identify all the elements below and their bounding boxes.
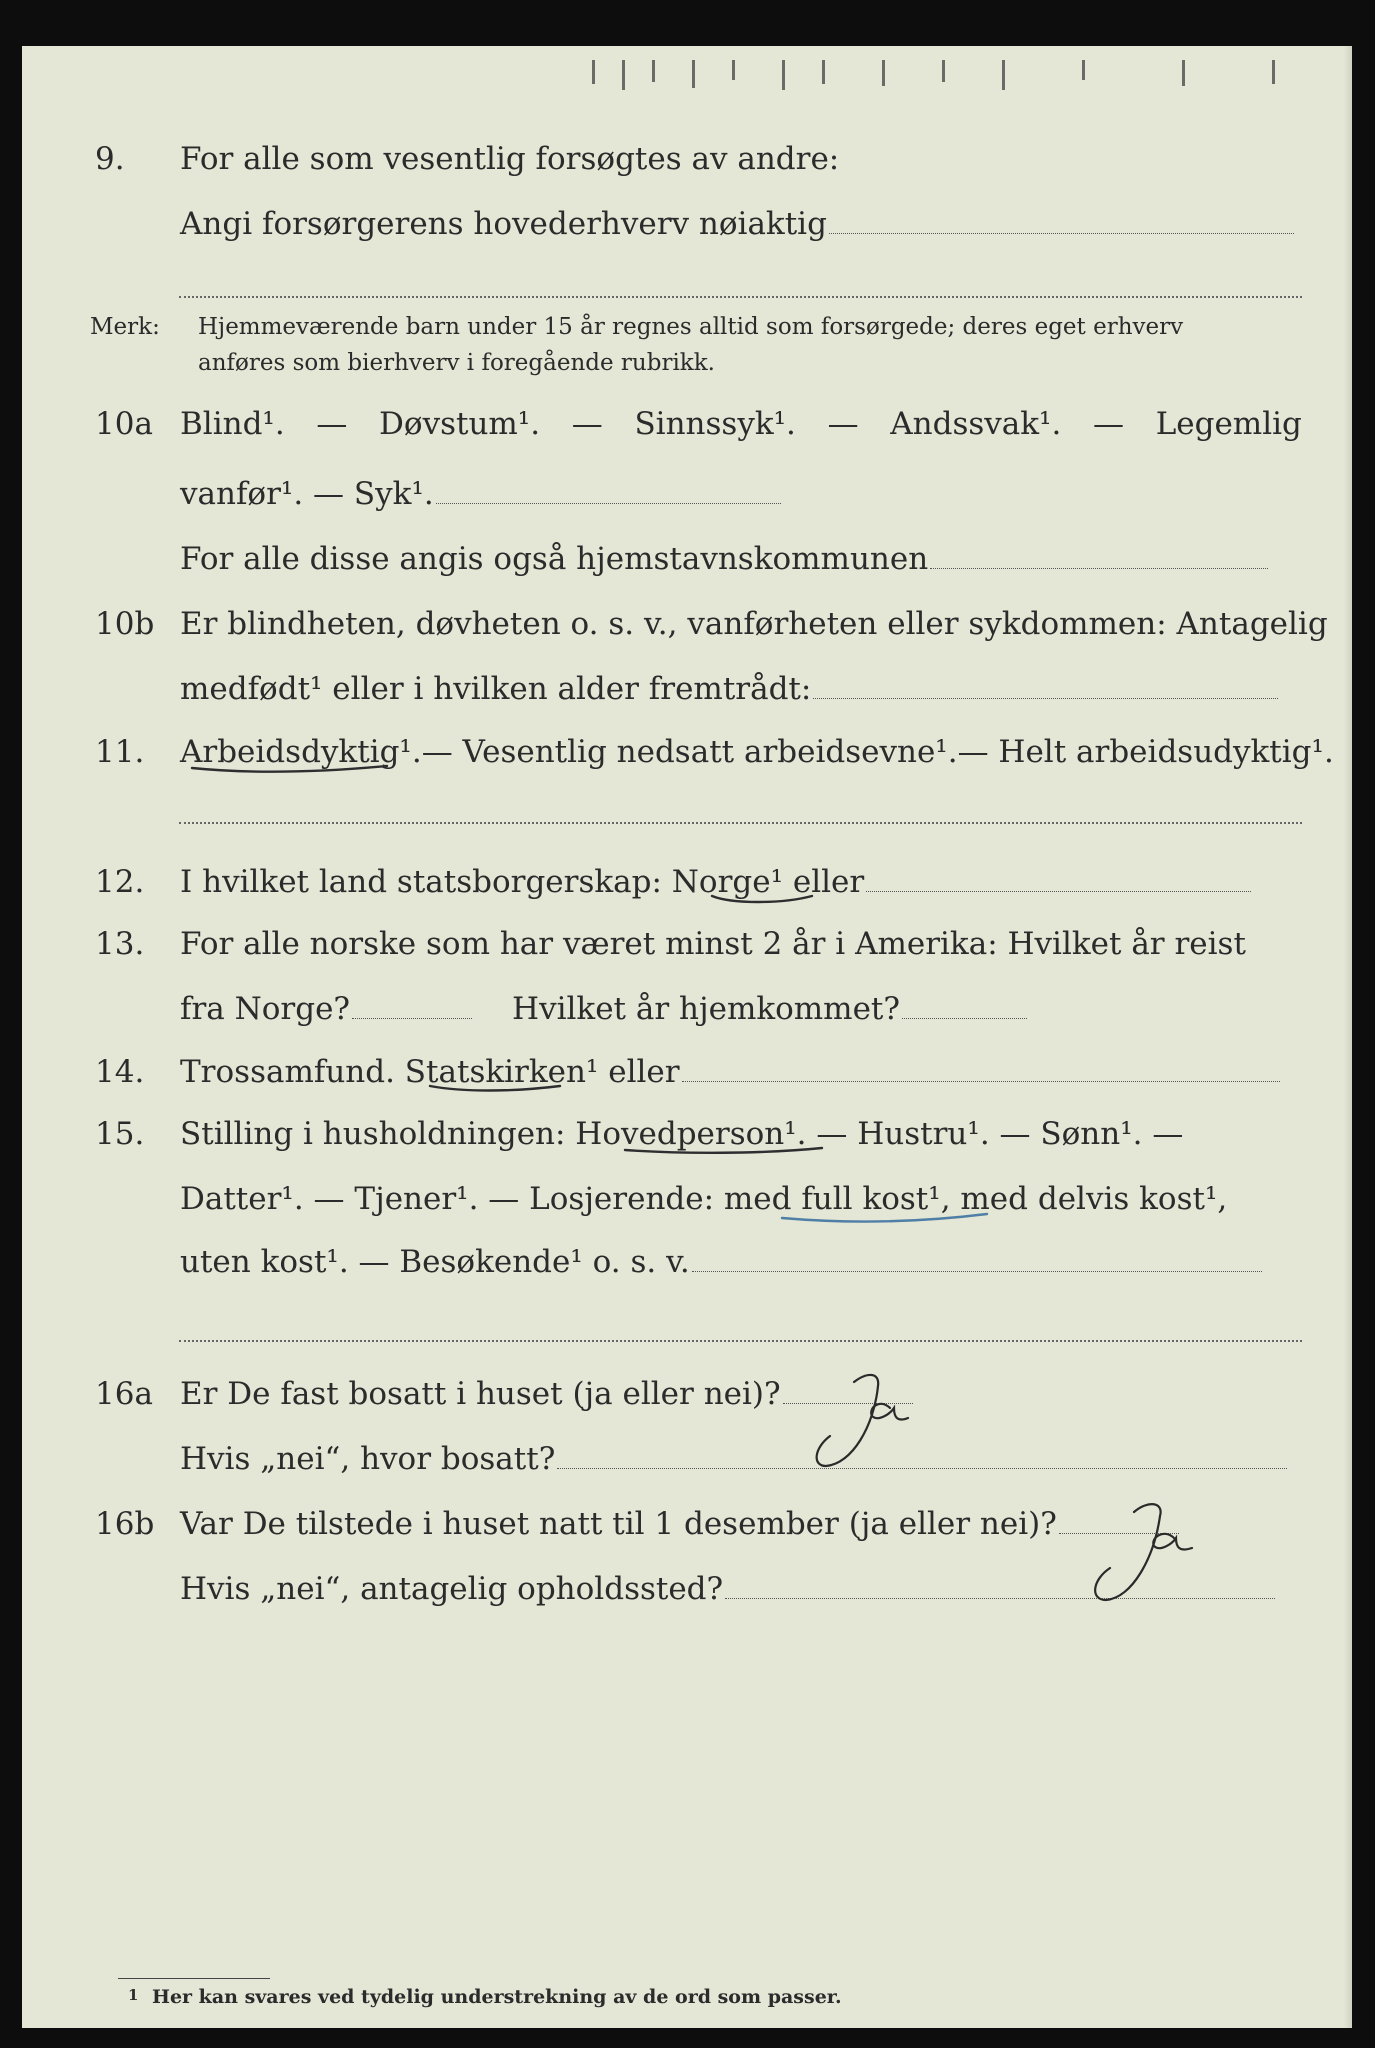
merk-text-2: anføres som bierhverv i foregående rubrikk. bbox=[198, 350, 715, 376]
q13-text-1: For alle norske som har været minst 2 år i Amerika: Hvilket år reist bbox=[180, 926, 1246, 962]
q15-number: 15. bbox=[95, 1116, 145, 1152]
q16a-number: 16a bbox=[95, 1376, 153, 1412]
footnote-text: Her kan svares ved tydelig understrekning av de ord som passer. bbox=[152, 1986, 842, 2008]
q10a-option-sinnssyk[interactable]: Sinnssyk¹. bbox=[634, 406, 796, 442]
q11-number: 11. bbox=[95, 734, 145, 770]
q10b-text-1: Er blindheten, døvheten o. s. v., vanførheten eller sykdommen: Antagelig bbox=[180, 606, 1328, 642]
q10a-dash: — bbox=[827, 406, 859, 442]
q16a-text-2: Hvis „nei“, hvor bosatt? bbox=[180, 1441, 556, 1477]
q16a-answer-text: Ja bbox=[854, 1416, 855, 1417]
q10a-text-3: For alle disse angis også hjemstavnskommunen bbox=[180, 541, 929, 577]
q12-text-1: I hvilket land statsborgerskap: Norge¹ eller bbox=[180, 864, 865, 900]
q10a-number: 10a bbox=[95, 406, 153, 442]
q9-text-2: Angi forsørgerens hovederhverv nøiaktig bbox=[180, 206, 827, 242]
q10a-dash: — bbox=[1093, 406, 1125, 442]
q13-text-2a: fra Norge? bbox=[180, 991, 351, 1027]
q9-text-1: For alle som vesentlig forsøgtes av andre: bbox=[180, 141, 840, 177]
underline-hovedperson bbox=[625, 1148, 822, 1153]
q10b-number: 10b bbox=[95, 606, 155, 642]
q11-option-udyktig[interactable]: — Helt arbeidsudyktig¹. bbox=[957, 734, 1334, 770]
q16a-answer-handwriting bbox=[817, 1375, 908, 1466]
q10a-option-andssvak[interactable]: Andssvak¹. bbox=[890, 406, 1062, 442]
q16b-text-1: Var De tilstede i huset natt til 1 desember (ja eller nei)? bbox=[180, 1506, 1057, 1542]
q15-text-2: Datter¹. — Tjener¹. — Losjerende: med full kost¹, med delvis kost¹, bbox=[180, 1181, 1228, 1217]
underline-norge bbox=[712, 896, 812, 902]
q11-option-nedsatt[interactable]: — Vesentlig nedsatt arbeidsevne¹. bbox=[421, 734, 958, 770]
q16b-number: 16b bbox=[95, 1506, 155, 1542]
footnote bbox=[128, 1986, 842, 2008]
q15-text-1: Stilling i husholdningen: Hovedperson¹. — Hustru¹. — Sønn¹. — bbox=[180, 1116, 1184, 1152]
q16b-text-2: Hvis „nei“, antagelig opholdssted? bbox=[180, 1571, 724, 1607]
q10a-text-2: vanfør¹. — Syk¹. bbox=[180, 476, 434, 512]
handwritten-marks bbox=[22, 46, 1352, 2028]
q11-option-arbeidsdyktig[interactable]: Arbeidsdyktig¹. bbox=[180, 734, 422, 770]
q16a-text-1: Er De fast bosatt i huset (ja eller nei)? bbox=[180, 1376, 781, 1412]
q9-number: 9. bbox=[95, 141, 125, 177]
q13-text-2b: Hvilket år hjemkommet? bbox=[512, 991, 901, 1027]
merk-label: Merk: bbox=[90, 314, 160, 340]
q16b-answer-text: Ja bbox=[1134, 1546, 1135, 1547]
q14-text-1: Trossamfund. Statskirken¹ eller bbox=[180, 1054, 680, 1090]
q13-number: 13. bbox=[95, 926, 145, 962]
q15-text-3: uten kost¹. — Besøkende¹ o. s. v. bbox=[180, 1244, 690, 1280]
footnote-mark: 1 bbox=[128, 1986, 139, 2004]
underline-arbeidsdyktig bbox=[192, 766, 387, 772]
census-form-page bbox=[22, 46, 1352, 2028]
q14-number: 14. bbox=[95, 1054, 145, 1090]
merk-text-1: Hjemmeværende barn under 15 år regnes alltid som forsørgede; deres eget erhverv bbox=[198, 314, 1184, 340]
footnote-rule bbox=[118, 1978, 270, 1979]
q10a-dash: — bbox=[316, 406, 348, 442]
q10a-option-blind[interactable]: Blind¹. bbox=[180, 406, 285, 442]
q10b-text-2: medfødt¹ eller i hvilken alder fremtrådt: bbox=[180, 671, 812, 707]
q10a-option-dovstum[interactable]: Døvstum¹. bbox=[379, 406, 541, 442]
q10a-dash: — bbox=[571, 406, 603, 442]
q12-number: 12. bbox=[95, 864, 145, 900]
underline-statskirken bbox=[430, 1086, 560, 1091]
q16b-answer-handwriting bbox=[1095, 1504, 1192, 1600]
q10a-option-legemlig[interactable]: Legemlig bbox=[1155, 406, 1302, 442]
underline-med-full-kost bbox=[782, 1214, 987, 1221]
